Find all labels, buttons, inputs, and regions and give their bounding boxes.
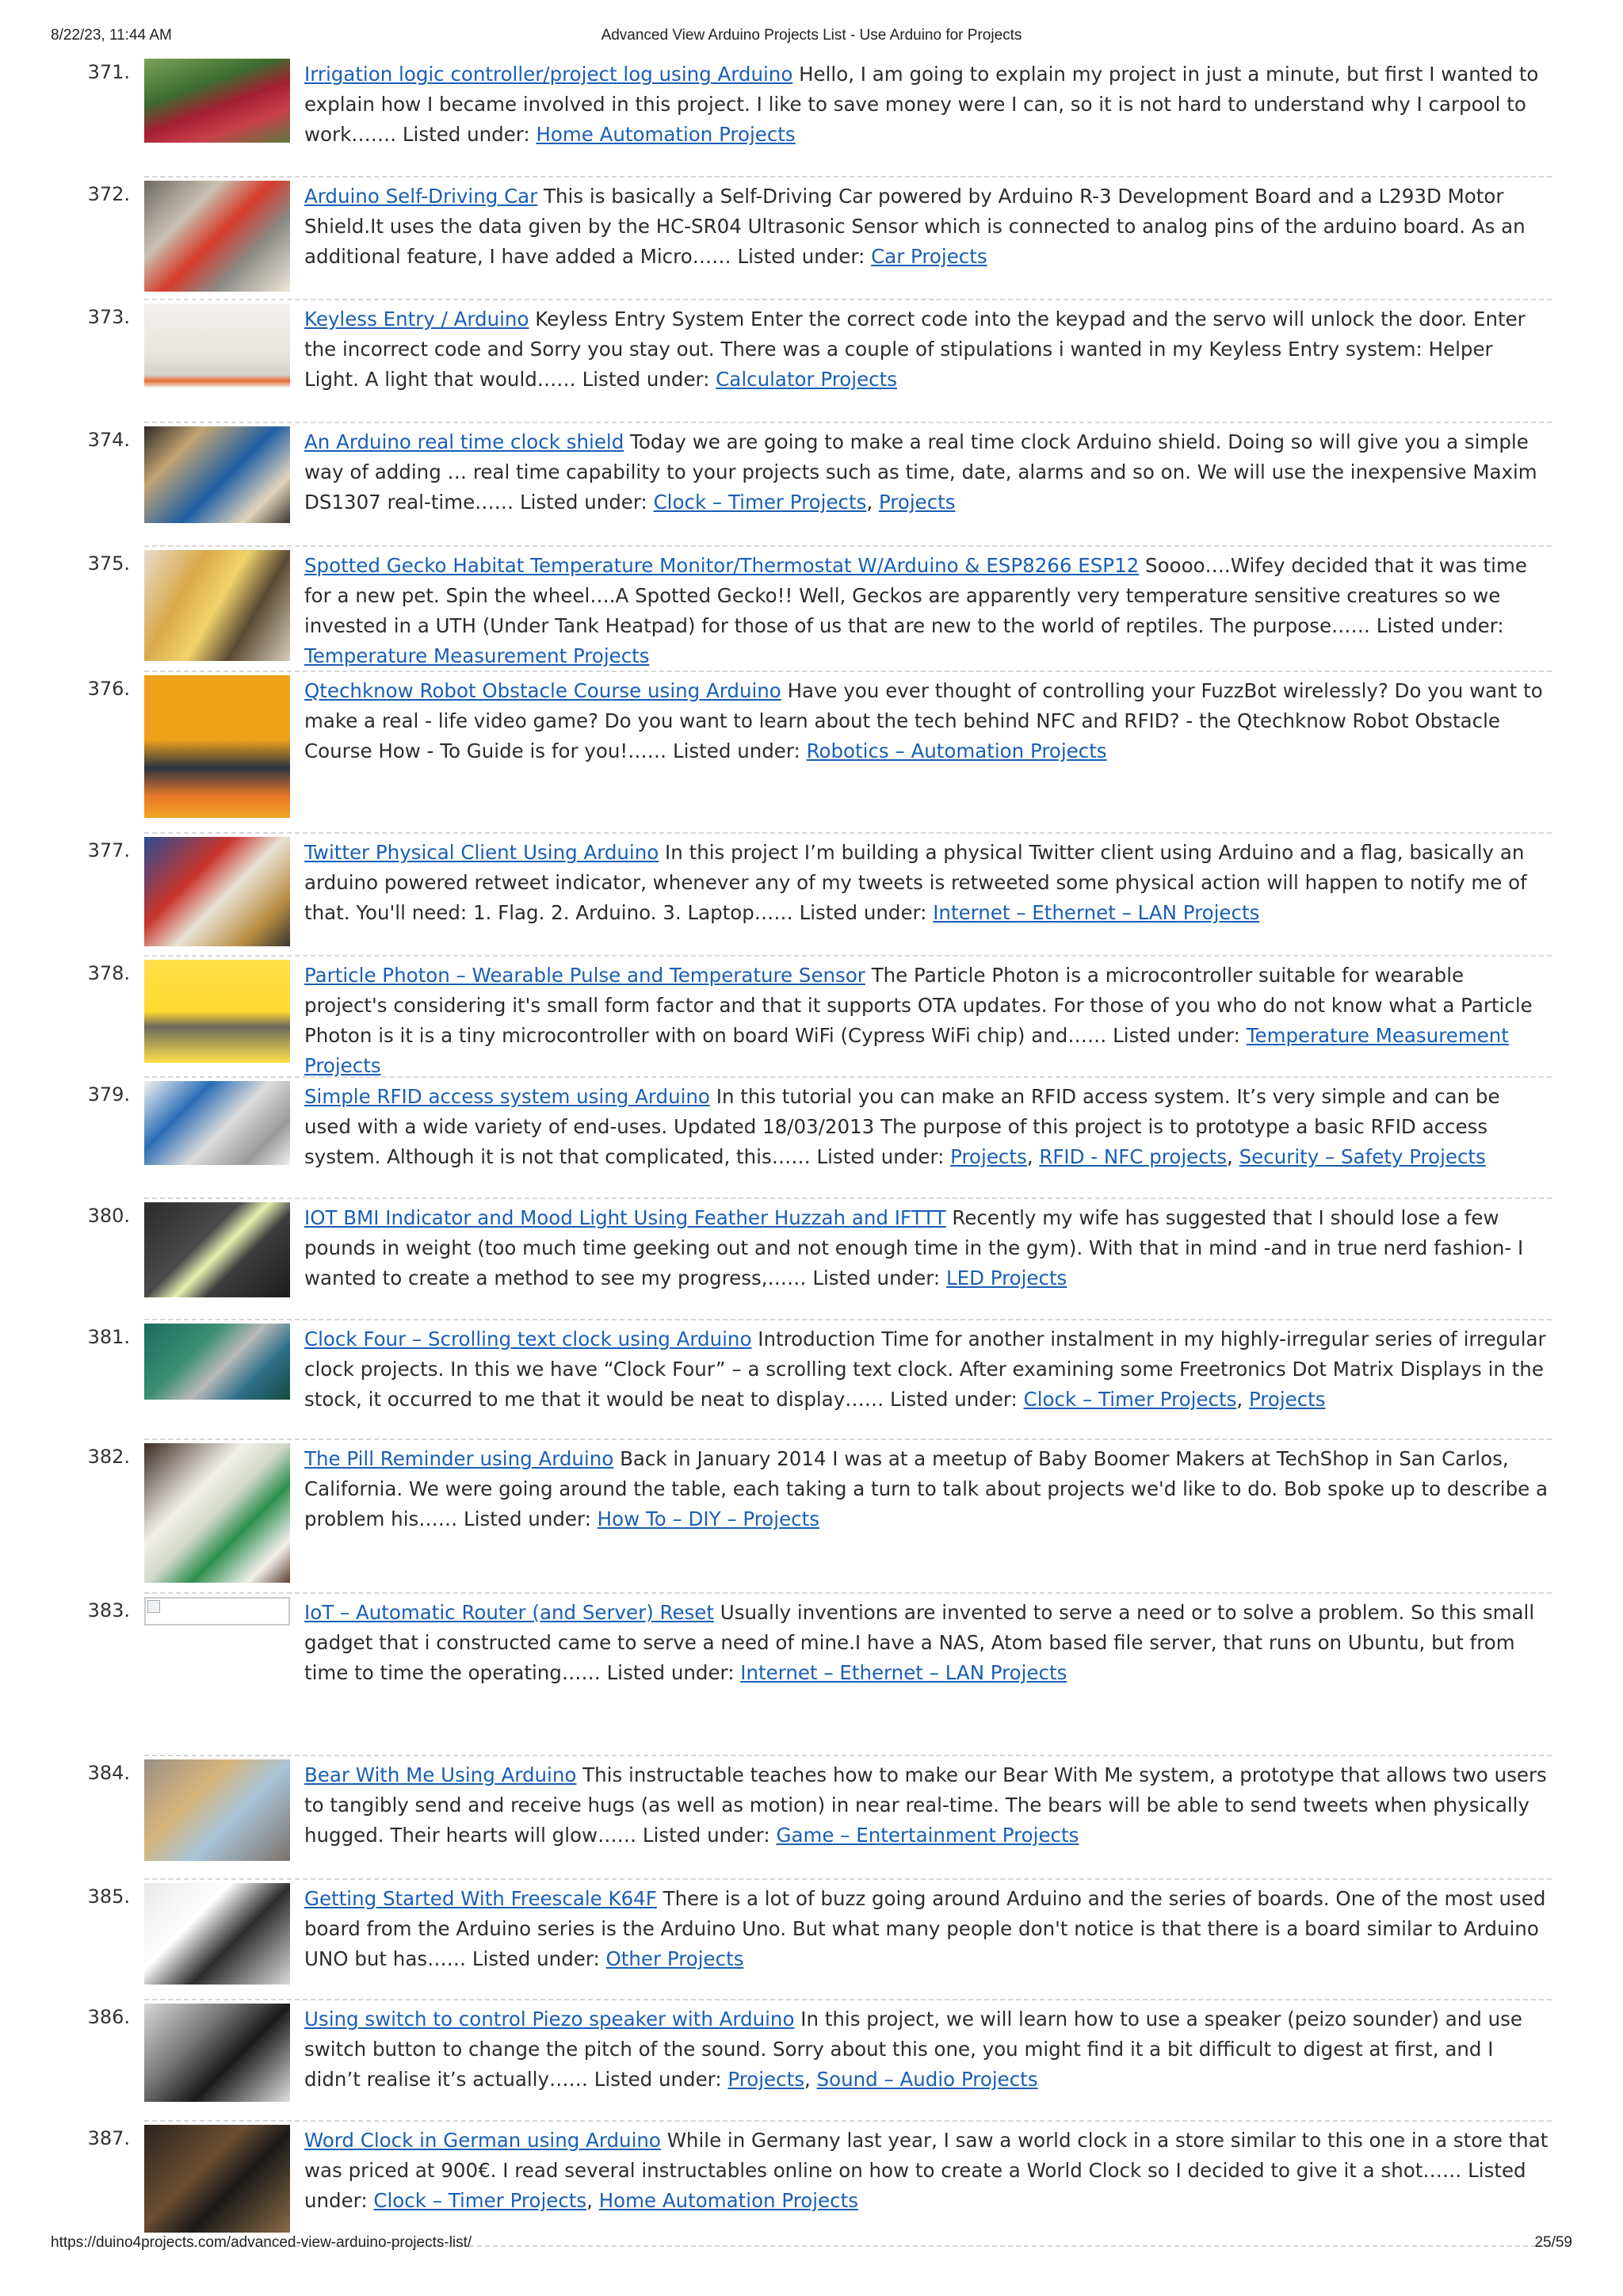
project-title-link[interactable]: Particle Photon – Wearable Pulse and Temperature Sensor [304, 964, 865, 987]
entry-text: The Particle Photon is a microcontroller suitable for wearable project's considering it's small form factor and that it supports OTA updates. For those of you who do not know what a Particle Photon is it is a tiny microcontroller with on board WiFi (Cypress WiFi chip) and…… Listed under: [304, 964, 1533, 1047]
project-thumbnail[interactable] [144, 181, 290, 292]
category-link[interactable]: How To – DIY – Projects [597, 1507, 819, 1530]
entry-number: 378. [87, 962, 130, 984]
entry-text: Hello, I am going to explain my project in just a minute, but first I wanted to explain how I became involved in this project. I like to save money were I can, so it is not hard to understand why I carpool to work……. Listed under: [304, 63, 1539, 146]
entry-number: 384. [87, 1762, 130, 1784]
category-link[interactable]: Home Automation Projects [536, 123, 796, 146]
entry-number: 373. [87, 306, 130, 328]
category-link[interactable]: Temperature Measurement Projects [304, 1024, 1509, 1077]
list-item [87, 55, 1552, 178]
project-thumbnail[interactable] [144, 1759, 290, 1861]
entry-description [304, 59, 1552, 150]
list-item [87, 300, 1552, 423]
category-link[interactable]: Internet – Ethernet – LAN Projects [740, 1661, 1067, 1684]
category-link[interactable]: Internet – Ethernet – LAN Projects [933, 901, 1260, 924]
entry-text: Back in January 2014 I was at a meetup of Baby Boomer Makers at TechShop in San Carlos, California. We were going around the table, each taking a turn to talk about projects we'd like to do. Bob spoke up to describe a problem his…… Listed under: [304, 1447, 1549, 1530]
project-title-link[interactable]: Using switch to control Piezo speaker with Arduino [304, 2008, 795, 2030]
list-item [87, 957, 1552, 1078]
entry-text: In this tutorial you can make an RFID access system. It’s very simple and can be used with a wide variety of end-uses. Updated 18/03/2013 The purpose of this project is to prototype a basic RFID access system. Although it is not that complicated, this…… Listed under: [304, 1085, 1500, 1168]
project-title-link[interactable]: IOT BMI Indicator and Mood Light Using Feather Huzzah and IFTTT [304, 1206, 946, 1229]
list-item [87, 1440, 1552, 1594]
project-thumbnail[interactable] [144, 59, 290, 143]
list-item [87, 178, 1552, 300]
entry-number: 383. [87, 1599, 130, 1622]
entry-description [304, 676, 1552, 766]
project-title-link[interactable]: The Pill Reminder using Arduino [304, 1447, 614, 1470]
entry-number: 381. [87, 1326, 130, 1348]
entry-number: 382. [87, 1446, 130, 1468]
category-link[interactable]: RFID - NFC projects [1039, 1145, 1228, 1168]
print-page-title: Advanced View Arduino Projects List - Use Arduino for Projects [601, 27, 1022, 44]
project-title-link[interactable]: Simple RFID access system using Arduino [304, 1085, 710, 1108]
project-thumbnail[interactable] [144, 675, 290, 818]
project-title-link[interactable]: Bear With Me Using Arduino [304, 1763, 577, 1786]
entry-description [304, 551, 1552, 671]
entry-text: Have you ever thought of controlling your FuzzBot wirelessly? Do you want to make a real - life video game? Do you want to learn about the tech behind NFC and RFID? - the Qtechknow Robot Obstacle Course How - To Guide is for you!…… Listed under: [304, 679, 1543, 762]
entry-number: 379. [87, 1083, 130, 1106]
project-thumbnail[interactable] [144, 1324, 290, 1400]
category-link[interactable]: Projects [1248, 1388, 1326, 1411]
project-title-link[interactable]: Twitter Physical Client Using Arduino [304, 841, 659, 864]
entry-number: 385. [87, 1885, 130, 1908]
list-item [87, 1756, 1552, 1880]
entry-text: There is a lot of buzz going around Arduino and the series of boards. One of the most used board from the Arduino series is the Arduino Uno. But what many people don't notice is that there is a board similar to Arduino UNO but has…… Listed under: [304, 1887, 1546, 1970]
category-link[interactable]: Clock – Timer Projects [1023, 1388, 1237, 1411]
project-thumbnail[interactable] [144, 837, 290, 946]
print-url: https://duino4projects.com/advanced-view-arduino-projects-list/ [51, 2234, 472, 2251]
project-title-link[interactable]: Word Clock in German using Arduino [304, 2129, 661, 2152]
project-title-link[interactable]: Arduino Self-Driving Car [304, 185, 538, 208]
project-title-link[interactable]: Keyless Entry / Arduino [304, 308, 529, 330]
project-thumbnail[interactable] [144, 550, 290, 661]
category-link[interactable]: Projects [950, 1145, 1027, 1168]
project-thumbnail[interactable] [144, 960, 290, 1063]
print-footer [51, 2234, 1572, 2258]
entry-number: 387. [87, 2127, 130, 2149]
entry-description: Word Clock in German using Arduino While in Germany last year, I saw a world clock in a store similar to this one in a store that was priced at 900€. I read several instructables online on how to create a World Clock so I decided to give it a shot…… Listed under: Clock – Timer Projects, Home Automation Projects [304, 2129, 1549, 2212]
entry-description [304, 304, 1552, 395]
category-link[interactable]: Home Automation Projects [598, 2189, 858, 2212]
entry-description [304, 1203, 1552, 1293]
entry-text: This is basically a Self-Driving Car powered by Arduino R-3 Development Board and a L293D Motor Shield.It uses the data given by the HC-SR04 Ultrasonic Sensor which is connected to analog pins of the arduino board. As an additional feature, I have added a Micro…… Listed under: [304, 185, 1526, 268]
entry-text: In this project I’m building a physical Twitter client using Arduino and a flag, basically an arduino powered retweet indicator, whenever any of my tweets is retweeted some physical action will happen to notify me of that. You'll need: 1. Flag. 2. Arduino. 3. Laptop…… Listed under: [304, 841, 1527, 924]
projects-list [0, 55, 1623, 2247]
list-item [87, 1880, 1552, 2000]
entry-text: In this project, we will learn how to use a speaker (peizo sounder) and use switch button to change the pitch of the sound. Sorry about this one, you might find it a bit difficult to digest at first, and I didn’t realise it’s actually…… Listed under: [304, 2008, 1522, 2091]
entry-text: Today we are going to make a real time clock Arduino shield. Doing so will give you a simple way of adding … real time capability to your projects such as time, date, alarms and so on. We will use the inexpensive Maxim DS1307 real-time…… Listed under: [304, 430, 1537, 514]
project-title-link[interactable]: Qtechknow Robot Obstacle Course using Arduino [304, 679, 781, 702]
category-link[interactable]: Projects [727, 2068, 804, 2091]
list-item [87, 547, 1552, 672]
list-item [87, 1199, 1552, 1320]
project-title-link[interactable]: IoT – Automatic Router (and Server) Reset [304, 1601, 714, 1624]
project-title-link[interactable]: Clock Four – Scrolling text clock using Arduino [304, 1328, 752, 1350]
list-item [87, 2122, 1552, 2247]
entry-description [304, 181, 1552, 272]
project-thumbnail[interactable] [144, 1883, 290, 1985]
entry-description: Clock Four – Scrolling text clock using Arduino Introduction Time for another instalment in my highly-irregular series of irregular clock projects. In this we have “Clock Four” – a scrolling text clock. After examining some Freetronics Dot Matrix Displays in the stock, it occurred to me that it would be neat to display…… Listed under: Clock – Timer Projects, Projects [304, 1328, 1546, 1411]
print-datetime: 8/22/23, 11:44 AM [51, 27, 172, 44]
project-thumbnail[interactable] [144, 1202, 290, 1297]
entry-description [304, 1444, 1552, 1534]
list-item [87, 1320, 1552, 1440]
entry-description [304, 838, 1552, 928]
project-title-link[interactable]: Spotted Gecko Habitat Temperature Monitor/Thermostat W/Arduino & ESP8266 ESP12 [304, 554, 1140, 577]
category-link[interactable]: Temperature Measurement Projects [304, 644, 650, 667]
entry-description: Simple RFID access system using Arduino In this tutorial you can make an RFID access system. It’s very simple and can be used with a wide variety of end-uses. Updated 18/03/2013 The purpose of this project is to prototype a basic RFID access system. Although it is not that complicated, this…… Listed under: Projects, RFID - NFC projects, Security – Safety Projects [304, 1085, 1500, 1168]
entry-text: While in Germany last year, I saw a world clock in a store similar to this one in a store that was priced at 900€. I read several instructables online on how to create a World Clock so I decided to give it a shot…… Listed under: [304, 2129, 1549, 2212]
project-thumbnail[interactable] [144, 426, 290, 523]
project-thumbnail[interactable] [144, 2125, 290, 2233]
category-link[interactable]: Clock – Timer Projects [373, 2189, 587, 2212]
project-title-link[interactable]: Irrigation logic controller/project log using Arduino [304, 63, 793, 86]
category-link[interactable]: Other Projects [605, 1947, 744, 1970]
project-thumbnail[interactable] [144, 304, 290, 388]
list-item [87, 1078, 1552, 1199]
list-item [87, 2000, 1552, 2122]
broken-image-icon [144, 1597, 290, 1626]
category-link[interactable]: Sound – Audio Projects [816, 2068, 1038, 2091]
project-thumbnail[interactable] [144, 1081, 290, 1165]
entry-text: Keyless Entry System Enter the correct code into the keypad and the servo will unlock the door. Enter the incorrect code and Sorry you stay out. There was a couple of stipulations i wanted in my Keyless Entry system: Helper Light. A light that would…… Listed under: [304, 308, 1526, 391]
entry-description [304, 1884, 1552, 1974]
project-title-link[interactable]: An Arduino real time clock shield [304, 430, 624, 453]
category-link[interactable]: Robotics – Automation Projects [806, 739, 1107, 762]
entry-text: This instructable teaches how to make our Bear With Me system, a prototype that allows two users to tangibly send and receive hugs (as well as motion) in near real-time. The bears will be able to send tweets when physically hugged. Their hearts will glow…… Listed under: [304, 1763, 1547, 1847]
entry-number: 372. [87, 183, 130, 205]
entry-text: Introduction Time for another instalment in my highly-irregular series of irregular clock projects. In this we have “Clock Four” – a scrolling text clock. After examining some Freetronics Dot Matrix Displays in the stock, it occurred to me that it would be neat to display…… Listed under: [304, 1328, 1546, 1411]
category-link[interactable]: Security – Safety Projects [1239, 1145, 1486, 1168]
category-link[interactable]: Projects [878, 491, 956, 514]
entry-number: 386. [87, 2006, 130, 2028]
category-link[interactable]: Clock – Timer Projects [653, 491, 867, 514]
entry-number: 374. [87, 429, 130, 451]
entry-number: 371. [87, 61, 130, 83]
page-number: 25/59 [1534, 2234, 1572, 2251]
entry-text: Usually inventions are invented to serve a need or to solve a problem. So this small gadget that i constructed came to serve a need of mine.I have a NAS, Atom based file server, that runs on Ubuntu, but from time to time the operating…… Listed under: [304, 1601, 1535, 1684]
entry-description: Using switch to control Piezo speaker with Arduino In this project, we will learn how to use a speaker (peizo sounder) and use switch button to change the pitch of the sound. Sorry about this one, you might find it a bit difficult to digest at first, and I didn’t realise it’s actually…… Listed under: Projects, Sound – Audio Projects [304, 2008, 1522, 2091]
category-link[interactable]: Game – Entertainment Projects [776, 1824, 1079, 1847]
print-header [51, 27, 1572, 51]
entry-description: An Arduino real time clock shield Today we are going to make a real time clock Arduino shield. Doing so will give you a simple way of adding … real time capability to your projects such as time, date, alarms and so on. We will use the inexpensive Maxim DS1307 real-time…… Listed under: Clock – Timer Projects, Projects [304, 430, 1537, 514]
list-item [87, 423, 1552, 547]
entry-number: 376. [87, 678, 130, 700]
list-item [87, 1594, 1552, 1756]
entry-text: Soooo….Wifey decided that it was time for a new pet. Spin the wheel….A Spotted Gecko!! Well, Geckos are apparently very temperature sensitive creatures so we invested in a UTH (Under Tank Heatpad) for those of us that are new to the world of reptiles. The purpose…… Listed under: [304, 554, 1527, 637]
project-thumbnail[interactable] [144, 1443, 290, 1583]
entry-description [304, 1760, 1552, 1851]
entry-number: 377. [87, 839, 130, 861]
category-link[interactable]: Calculator Projects [716, 368, 897, 391]
list-item [87, 672, 1552, 834]
entry-text: Recently my wife has suggested that I should lose a few pounds in weight (too much time geeking out and not enough time in the gym). With that in mind -and in true nerd fashion- I wanted to create a method to see my progress,…… Listed under: [304, 1206, 1524, 1289]
category-link[interactable]: LED Projects [945, 1266, 1067, 1289]
project-title-link[interactable]: Getting Started With Freescale K64F [304, 1887, 657, 1910]
list-item [87, 834, 1552, 957]
entry-number: 380. [87, 1205, 130, 1227]
entry-number: 375. [87, 552, 130, 575]
category-link[interactable]: Car Projects [871, 245, 987, 268]
entry-description [304, 961, 1552, 1081]
project-thumbnail[interactable] [144, 2004, 290, 2102]
entry-description [304, 1598, 1552, 1688]
